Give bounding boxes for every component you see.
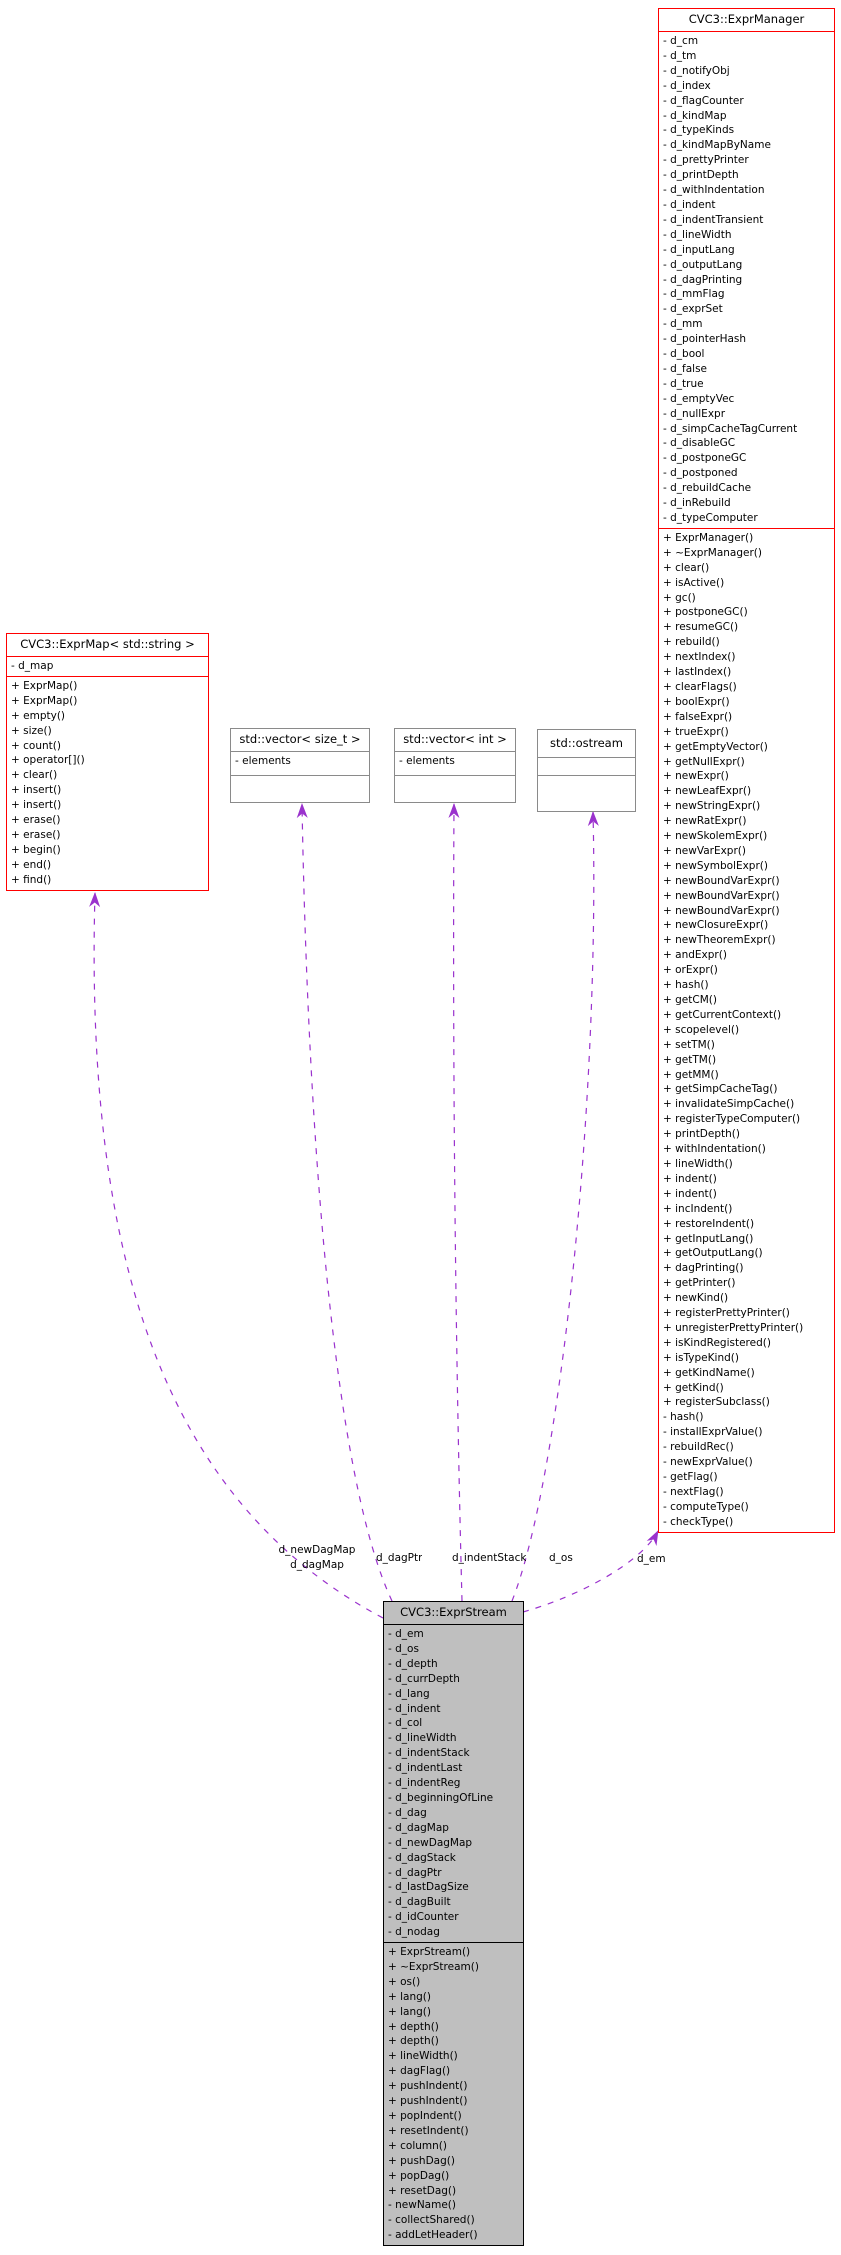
member-row: - d_col [388, 1717, 423, 1730]
member-row: + newKind() [663, 1292, 729, 1305]
exprstream-methods-section [384, 1942, 523, 2245]
member-row: - d_mmFlag [663, 288, 725, 301]
member-row: - elements [399, 755, 455, 767]
member-row: + empty() [11, 709, 66, 722]
member-row: + getNullExpr() [663, 755, 745, 768]
edge-d-em [523, 1531, 658, 1612]
member-row: + getTM() [663, 1053, 717, 1066]
member-row: + lang() [388, 1990, 431, 2003]
member-row: + getCurrentContext() [663, 1008, 782, 1021]
member-row: - d_tm [663, 49, 697, 62]
member-row: + getEmptyVector() [663, 740, 768, 753]
member-row: + resumeGC() [663, 621, 739, 634]
member-row: - collectShared() [388, 2214, 475, 2227]
member-row: + newExpr() [663, 770, 729, 783]
member-row: + resetIndent() [388, 2124, 469, 2137]
member-row: + indent() [663, 1187, 717, 1200]
member-row: + newSymbolExpr() [663, 859, 768, 872]
edge-label-d-indentstack [452, 1551, 526, 1566]
member-row: - getFlag() [663, 1471, 718, 1483]
class-box-vector-int [394, 728, 516, 803]
member-row: - d_lastDagSize [388, 1881, 469, 1894]
member-row: - hash() [663, 1411, 704, 1424]
member-row: + restoreIndent() [663, 1217, 755, 1230]
member-row: + registerTypeComputer() [663, 1113, 801, 1126]
edge-d-indentstack [454, 804, 462, 1601]
member-row: - d_indentTransient [663, 213, 764, 226]
edge-d-os [512, 812, 594, 1601]
member-row: - d_index [663, 79, 711, 92]
member-row: - d_indentReg [388, 1777, 461, 1790]
member-row: - d_lineWidth [388, 1732, 457, 1745]
member-row: + insert() [11, 784, 62, 797]
member-row: - d_typeComputer [663, 512, 758, 524]
class-title-exprstream: CVC3::ExprStream [384, 1602, 523, 1625]
member-row: + ~ExprManager() [663, 546, 762, 559]
member-row: - installExprValue() [663, 1426, 763, 1439]
member-row: + scopelevel() [663, 1023, 740, 1036]
member-row: + column() [388, 2139, 447, 2152]
member-row: + newTheoremExpr() [663, 934, 776, 947]
member-row: + nextIndex() [663, 651, 736, 664]
vector-size-t-methods-section [231, 775, 369, 802]
member-row: - d_typeKinds [663, 124, 735, 137]
vector-size-t-attributes-section [231, 752, 369, 775]
edge-label-line: d_newDagMap [278, 1544, 356, 1556]
member-row: + lang() [388, 2005, 431, 2018]
class-box-exprstream [383, 1601, 524, 2246]
member-row: + pushDag() [388, 2154, 455, 2167]
member-row: - d_indentStack [388, 1747, 470, 1760]
member-row: - d_exprSet [663, 303, 723, 316]
exprmap-methods-section [7, 676, 208, 890]
member-row: - d_simpCacheTagCurrent [663, 422, 798, 435]
member-row: - d_prettyPrinter [663, 154, 749, 167]
member-row: + lineWidth() [663, 1157, 733, 1170]
member-row: - d_postponeGC [663, 452, 747, 465]
ostream-methods-section [538, 775, 635, 811]
member-row: - d_notifyObj [663, 64, 730, 77]
member-row: + getInputLang() [663, 1232, 754, 1245]
member-row: + pushIndent() [388, 2095, 468, 2108]
member-row: + getOutputLang() [663, 1247, 763, 1260]
member-row: + newSkolemExpr() [663, 830, 768, 843]
class-box-vector-size-t [230, 728, 370, 803]
member-row: - d_kindMap [663, 109, 727, 122]
member-row: - d_em [388, 1628, 424, 1640]
member-row: - d_indent [388, 1702, 441, 1715]
member-row: + clearFlags() [663, 680, 737, 693]
class-box-exprmap[interactable] [6, 633, 209, 891]
member-row: - d_map [11, 660, 54, 672]
edge-label-d-dagptr [376, 1551, 422, 1566]
member-row: - d_emptyVec [663, 392, 735, 405]
member-row: - d_newDagMap [388, 1836, 473, 1849]
member-row: + boolExpr() [663, 695, 730, 708]
member-row: + clear() [11, 769, 58, 782]
member-row: - checkType() [663, 1515, 734, 1528]
member-row: - d_inputLang [663, 243, 735, 256]
member-row: - d_indentLast [388, 1762, 463, 1775]
member-row: + hash() [663, 979, 709, 992]
member-row: + ExprMap() [11, 694, 78, 707]
member-row: - d_false [663, 362, 708, 375]
member-row: + getKindName() [663, 1366, 755, 1379]
vector-int-methods-section [395, 775, 515, 802]
member-row: + isKindRegistered() [663, 1336, 771, 1349]
member-row: + clear() [663, 561, 710, 574]
member-row: - d_cm [663, 35, 699, 47]
edge-label-d-newdagmap-d-dagmap [260, 1543, 374, 1573]
edge-label-line: d_os [549, 1552, 573, 1564]
member-row: + dagFlag() [388, 2065, 451, 2078]
member-row: + newStringExpr() [663, 800, 761, 813]
member-row: + newClosureExpr() [663, 919, 769, 932]
member-row: - d_rebuildCache [663, 482, 752, 495]
member-row: + incIndent() [663, 1202, 733, 1215]
member-row: + find() [11, 873, 52, 886]
class-box-ostream [537, 729, 636, 812]
member-row: - d_lang [388, 1687, 430, 1700]
class-box-exprmanager[interactable] [658, 8, 835, 1533]
member-row: - d_currDepth [388, 1672, 460, 1685]
member-row: - d_indent [663, 198, 716, 211]
member-row: - d_inRebuild [663, 497, 731, 510]
member-row: + pushIndent() [388, 2080, 468, 2093]
member-row: + andExpr() [663, 949, 727, 962]
edge-label-d-em [637, 1552, 666, 1567]
member-row: + depth() [388, 2035, 439, 2048]
edge-label-d-os [549, 1551, 573, 1566]
member-row: + newBoundVarExpr() [663, 904, 780, 917]
member-row: - d_flagCounter [663, 94, 744, 107]
edge-d-dagptr [302, 804, 392, 1601]
member-row: + ExprMap() [11, 679, 78, 692]
member-row: + ExprManager() [663, 531, 754, 544]
member-row: + isActive() [663, 576, 725, 589]
edge-d-newdagmap-d-dagmap [94, 893, 383, 1618]
member-row: + newRatExpr() [663, 815, 747, 828]
member-row: - rebuildRec() [663, 1441, 734, 1454]
member-row: - elements [235, 755, 291, 767]
member-row: + falseExpr() [663, 710, 733, 723]
member-row: - d_idCounter [388, 1911, 459, 1924]
member-row: + getKind() [663, 1381, 724, 1394]
member-row: + getCM() [663, 994, 717, 1006]
member-row: + registerSubclass() [663, 1396, 770, 1409]
member-row: - d_dagStack [388, 1851, 456, 1864]
member-row: + os() [388, 1975, 421, 1988]
member-row: - newName() [388, 2199, 456, 2212]
member-row: - d_dagPtr [388, 1866, 442, 1879]
member-row: - nextFlag() [663, 1485, 724, 1498]
member-row: + lastIndex() [663, 666, 732, 679]
member-row: + erase() [11, 828, 61, 841]
member-row: + registerPrettyPrinter() [663, 1307, 790, 1320]
member-row: - d_dagBuilt [388, 1896, 451, 1909]
member-row: - d_dag [388, 1806, 427, 1819]
member-row: - d_dagPrinting [663, 273, 743, 286]
member-row: - d_nullExpr [663, 407, 726, 420]
member-row: + newBoundVarExpr() [663, 874, 780, 887]
member-row: - d_pointerHash [663, 333, 747, 346]
member-row: + invalidateSimpCache() [663, 1098, 795, 1111]
member-row: + end() [11, 858, 52, 871]
exprmap-attributes-section [7, 657, 208, 676]
member-row: - d_nodag [388, 1926, 440, 1939]
member-row: - d_bool [663, 348, 705, 361]
member-row: + size() [11, 724, 52, 737]
member-row: + getSimpCacheTag() [663, 1083, 778, 1096]
member-row: + dagPrinting() [663, 1262, 744, 1275]
member-row: - d_outputLang [663, 258, 743, 271]
class-title-vector-size-t: std::vector< size_t > [231, 729, 369, 752]
member-row: + postponeGC() [663, 606, 748, 619]
member-row: + indent() [663, 1172, 717, 1185]
member-row: - d_os [388, 1642, 419, 1655]
class-title-exprmanager: CVC3::ExprManager [659, 9, 834, 32]
member-row: + trueExpr() [663, 725, 729, 738]
edge-label-line: d_indentStack [452, 1552, 527, 1564]
exprstream-attributes-section [384, 1625, 523, 1942]
member-row: - d_withIndentation [663, 184, 765, 197]
class-title-vector-int: std::vector< int > [395, 729, 515, 752]
member-row: + popDag() [388, 2169, 450, 2182]
member-row: - computeType() [663, 1500, 749, 1513]
member-row: + popIndent() [388, 2110, 462, 2122]
class-title-exprmap: CVC3::ExprMap< std::string > [7, 634, 208, 657]
member-row: - d_lineWidth [663, 228, 732, 241]
member-row: + ExprStream() [388, 1946, 471, 1959]
member-row: - d_depth [388, 1657, 438, 1670]
member-row: + depth() [388, 2020, 439, 2033]
member-row: + isTypeKind() [663, 1351, 739, 1364]
member-row: + operator[]() [11, 754, 85, 767]
member-row: - d_printDepth [663, 169, 739, 182]
member-row: + getMM() [663, 1068, 719, 1081]
member-row: + insert() [11, 799, 62, 812]
member-row: + begin() [11, 843, 61, 856]
member-row: + erase() [11, 814, 61, 827]
ostream-attributes-section [538, 758, 635, 775]
vector-int-attributes-section [395, 752, 515, 775]
class-title-ostream: std::ostream [538, 730, 635, 758]
member-row: + count() [11, 739, 61, 752]
edge-label-line: d_dagPtr [376, 1552, 423, 1564]
edge-label-line: d_dagMap [290, 1558, 344, 1571]
member-row: + withIndentation() [663, 1143, 766, 1156]
member-row: + resetDag() [388, 2184, 457, 2197]
member-row: - d_beginningOfLine [388, 1791, 494, 1804]
member-row: - d_kindMapByName [663, 139, 771, 152]
member-row: + rebuild() [663, 636, 720, 649]
member-row: - addLetHeader() [388, 2229, 478, 2242]
member-row: - d_mm [663, 318, 703, 331]
member-row: + newVarExpr() [663, 844, 746, 857]
member-row: + lineWidth() [388, 2050, 458, 2063]
member-row: - d_postponed [663, 467, 738, 480]
member-row: - d_dagMap [388, 1821, 449, 1834]
member-row: - d_disableGC [663, 437, 736, 450]
member-row: + printDepth() [663, 1128, 740, 1141]
exprmanager-attributes-section [659, 32, 834, 528]
edge-label-line: d_em [637, 1553, 666, 1565]
member-row: + setTM() [663, 1038, 715, 1051]
member-row: - d_true [663, 377, 704, 390]
member-row: - newExprValue() [663, 1456, 753, 1469]
member-row: + newBoundVarExpr() [663, 889, 780, 902]
exprmanager-methods-section [659, 528, 834, 1532]
member-row: + gc() [663, 591, 696, 604]
member-row: + getPrinter() [663, 1277, 736, 1290]
member-row: + orExpr() [663, 964, 718, 977]
member-row: + unregisterPrettyPrinter() [663, 1321, 804, 1334]
member-row: + newLeafExpr() [663, 785, 752, 798]
member-row: + ~ExprStream() [388, 1960, 479, 1973]
